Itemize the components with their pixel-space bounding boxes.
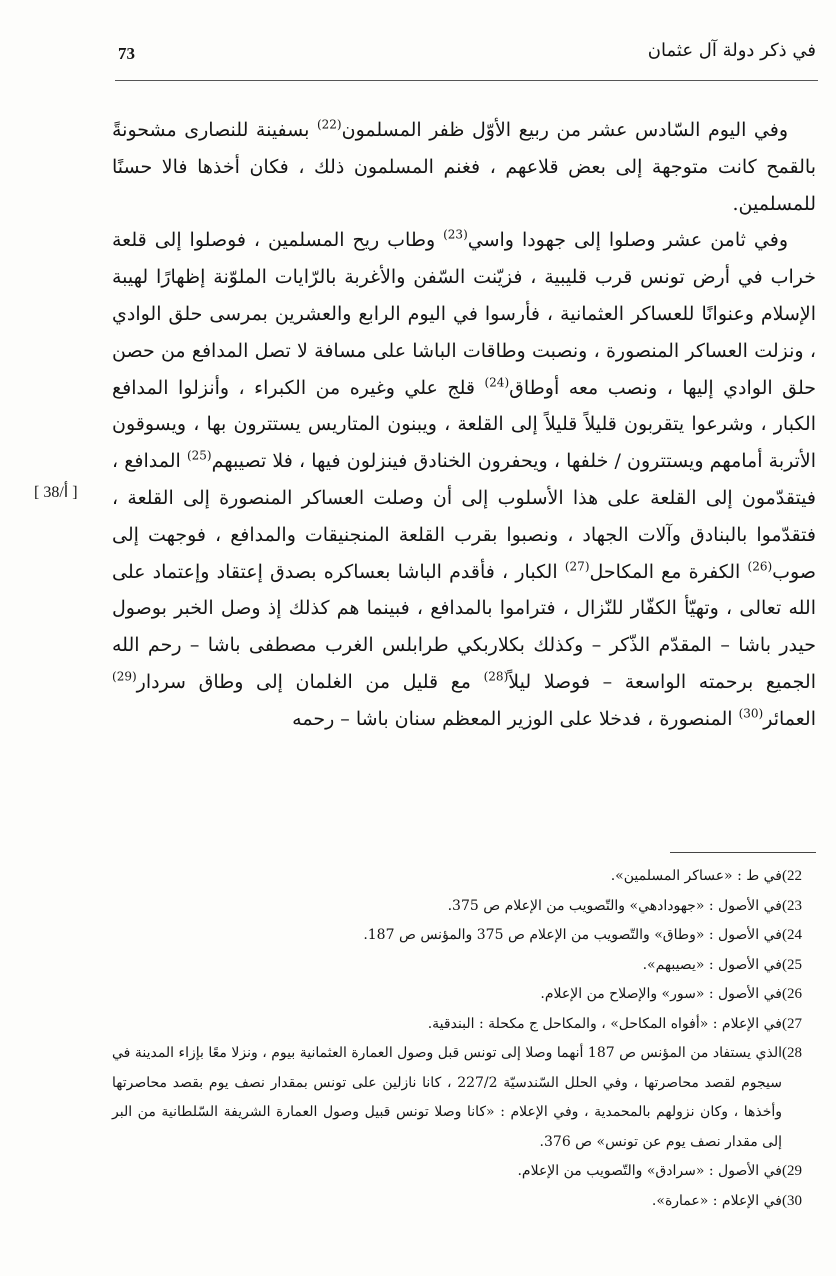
footnote-item (112, 921, 816, 951)
page-number: 73 (118, 44, 135, 63)
footnote-number: (24 (782, 927, 802, 943)
footnote-item (112, 892, 816, 922)
text-segment: الكبار ، فأقدم الباشا بعساكره بصدق إعتقاد وإعتماد على الله تعالى ، وتهيّأ الكفّار للنّزال ، فتراموا بالمدافع ، فبينما هم كذلك إذ وصل الخبر بوصول حيدر باشا – المقدّم الذّكر – وكذلك بكلاربكي طرابلس الغرب مصطفى باشا – رحم الله الجميع برحمته الواسعة – فوصلا ليلاً (112, 560, 816, 693)
footnote-divider (670, 852, 816, 853)
paragraph (112, 222, 816, 737)
footnote-text: الذي يستفاد من المؤنس ص 187 أنهما وصلا إلى تونس قبل وصول العمارة العثمانية بيوم ، ونزلا معًا بإزاء المدينة في سيجوم لقصد محاصرتها ، وفي الحلل السّندسيّة 227/2 ، كانا نازلين على تونس بمقدار نصف يوم بقصد محاصرتها وأخذها ، وكان نزولهم بالمحمدية ، وفي الإعلام : «كانا وصلا تونس قبيل وصول العمارة الشريفة السّلطانية من البر إلى مقدار نصف يوم عن تونس» ص 376. (112, 1045, 783, 1150)
footnote-item (112, 980, 816, 1010)
text-segment: المدافع ، فيتقدّمون إلى القلعة على هذا الأسلوب إلى أن وصلت العساكر المنصورة إلى القلعة ، فتقدّموا بالبنادق وآلات الجهاد ، ونصبوا بقرب القلعة المنجنيقات والمدافع ، فوجهت إلى صوب (112, 450, 816, 583)
footnote-number: (30 (782, 1192, 802, 1209)
footnote-text: في الأصول : «سور» والإصلاح من الإعلام. (540, 986, 782, 1002)
footnote-reference: (24) (484, 375, 510, 390)
footnote-reference: (28) (483, 669, 509, 684)
footnote-reference: (27) (564, 559, 590, 574)
footnote-text: في الأصول : «وطاق» والتّصويب من الإعلام ص 375 والمؤنس ص 187. (363, 927, 782, 943)
text-segment: مع قليل من الغلمان إلى وطاق سردار (136, 670, 484, 693)
footnote-reference: (29) (112, 669, 137, 684)
text-segment: الكفرة مع المكاحل (589, 560, 748, 583)
footnote-text: في الأصول : «يصيبهم». (642, 956, 782, 973)
footnote-item (112, 1157, 816, 1187)
footnote-number: (25 (782, 956, 802, 973)
footnote-text: في الأصول : «جهودادهي» والتّصويب من الإعلام ص 375. (447, 897, 782, 914)
text-segment: المنصورة ، فدخلا على الوزير المعظم سنان باشا – رحمه (292, 707, 739, 730)
paragraph (112, 112, 816, 222)
footnote-reference: (25) (186, 448, 212, 463)
footnote-reference: (30) (738, 706, 764, 721)
footnote-number: (22 (782, 868, 802, 884)
footnote-text: في الإعلام : «عمارة». (651, 1192, 782, 1209)
footnote-text: في الأصول : «سرادق» والتّصويب من الإعلام. (517, 1163, 782, 1179)
margin-folio-note: [ 38/أ ] (34, 484, 78, 501)
footnote-number: (26 (782, 986, 802, 1002)
text-segment: العمائر (763, 707, 816, 730)
footnote-number: (27 (782, 1015, 802, 1032)
text-segment: وفي ثامن عشر وصلوا إلى جهودا واسي (467, 229, 788, 252)
footnote-number: (28 (782, 1045, 802, 1061)
footnote-text: في الإعلام : «أفواه المكاحل» ، والمكاحل ج مكحلة : البندقية. (427, 1015, 782, 1032)
footnote-item (112, 1039, 816, 1157)
footnote-text: في ط : «عساكر المسلمين». (610, 868, 782, 884)
text-segment: بسفينة للنصارى مشحونةً بالقمح كانت متوجهة إلى بعض قلاعهم ، فغنم المسلمون ذلك ، فكان أخذها فالا حسنًا للمسلمين. (112, 119, 816, 215)
running-head-title: في ذكر دولة آل عثمان (647, 40, 816, 61)
footnote-reference: (22) (316, 117, 342, 132)
footnote-item (112, 862, 816, 892)
text-segment: قلج علي وغيره من الكبراء ، وأنزلوا المدافع الكبار ، وشرعوا يتقربون قليلاً قليلاً إلى القلعة ، ويبنون المتاريس يستترون بها ، ويسوقون الأتربة أمامهم ويستترون / خلفها ، ويحفرون الخنادق فينزلون فيها ، فلا تصيبهم (112, 376, 817, 473)
text-segment: وفي اليوم السّادس عشر من ربيع الأوّل ظفر المسلمون (341, 119, 788, 141)
footnotes (112, 862, 816, 1216)
header-divider (115, 80, 818, 81)
footnote-item (112, 1010, 816, 1040)
text-segment: وطاب ريح المسلمين ، فوصلوا إلى قلعة خراب في أرض تونس قرب قليبية ، فزيّنت السّفن والأغربة بالرّايات الملوّنة إظهارًا لهيبة الإسلام وعنوانًا للعساكر العثمانية ، فأرسوا في اليوم الرابع والعشرين بمرسى حلق الوادي ، ونزلت العساكر المنصورة ، ونصبت وطاقات الباشا على مسافة لا تصل المدافع من حصن حلق الوادي إليها ، ونصب معه أوطاق (112, 229, 816, 399)
footnote-number: (23 (782, 897, 802, 914)
footnote-reference: (26) (747, 559, 773, 574)
footnote-item (112, 951, 816, 981)
footnote-reference: (23) (443, 228, 468, 243)
footnote-item (112, 1187, 816, 1217)
main-text (112, 112, 816, 738)
footnote-number: (29 (782, 1163, 802, 1179)
